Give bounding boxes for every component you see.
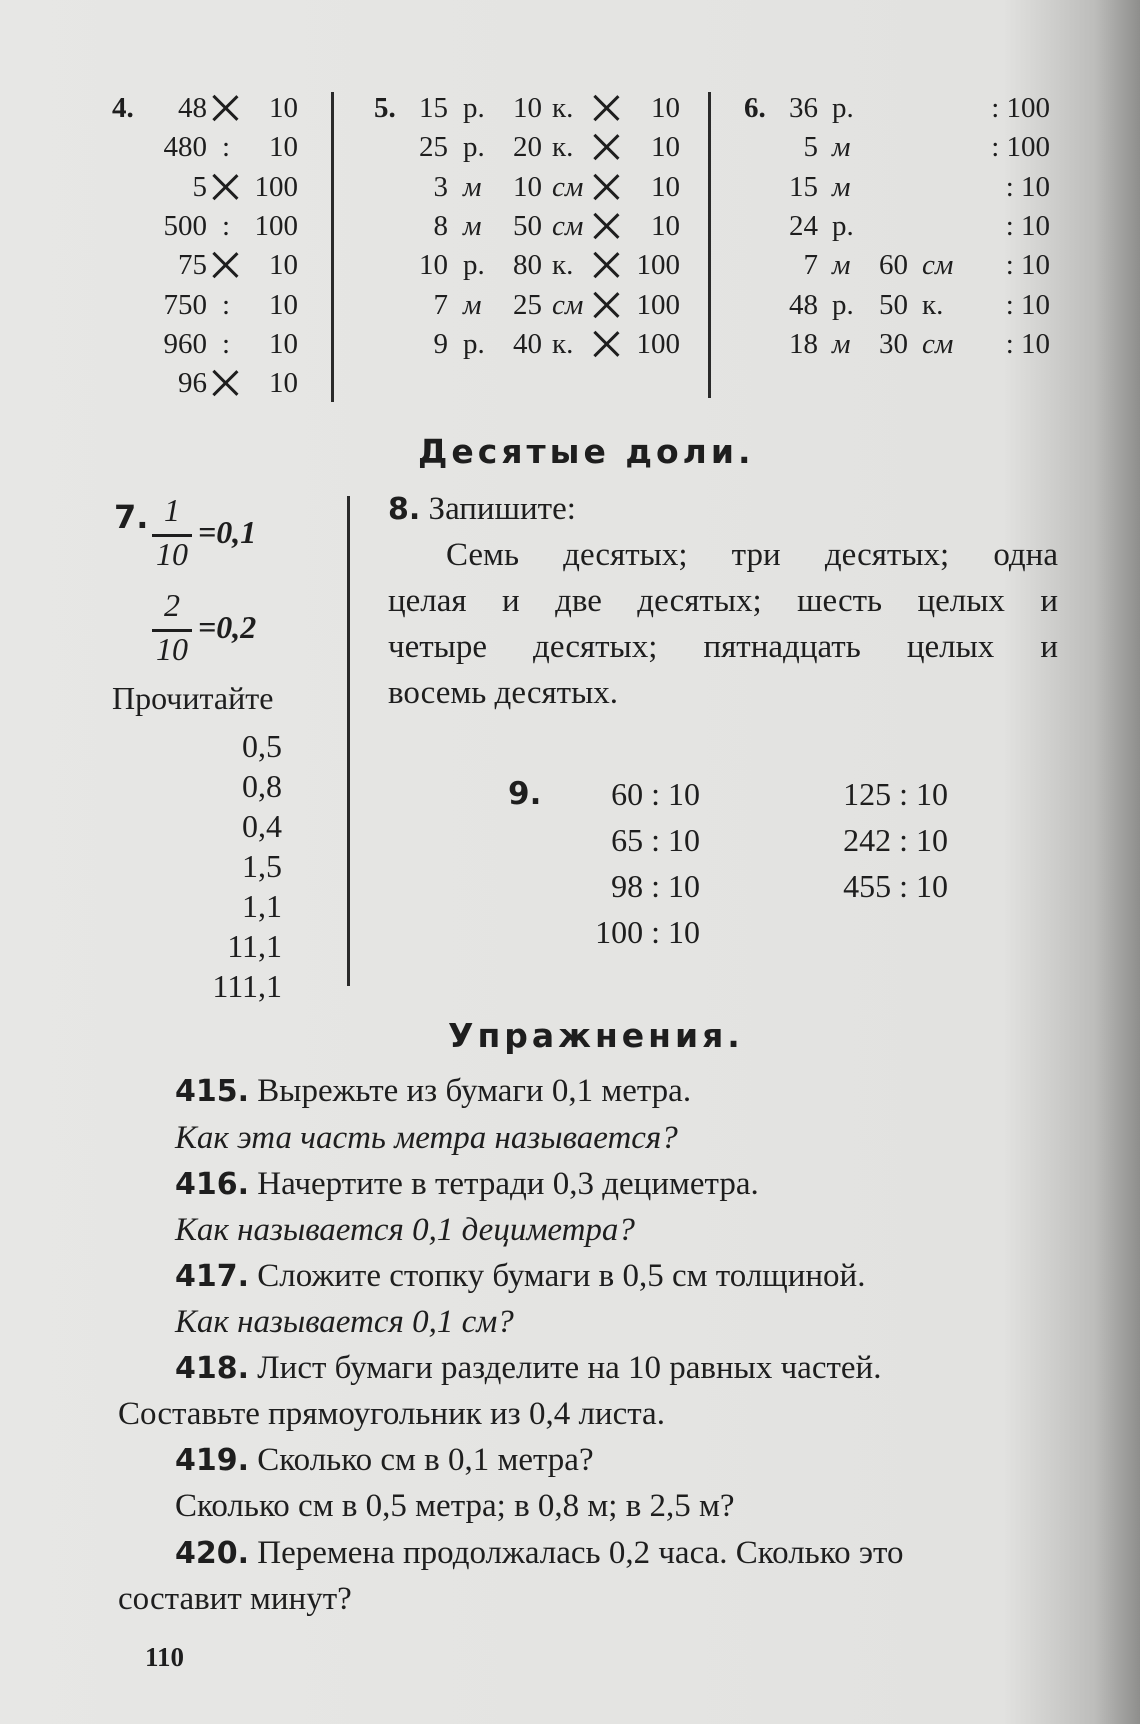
unit: к. — [552, 131, 574, 164]
exercise-line — [175, 1258, 865, 1295]
operand: 100 — [254, 209, 298, 242]
expression-row — [0, 92, 1100, 130]
expression-row — [0, 131, 1100, 169]
exercise-number: 416. — [175, 1167, 250, 1202]
value: 3 — [433, 170, 448, 203]
unit: к. — [552, 249, 574, 282]
exercise-number: 420. — [175, 1536, 250, 1571]
unit: см — [552, 209, 584, 242]
decimal-value: 0,5 — [242, 728, 282, 764]
unit: р. — [463, 327, 485, 360]
operand: 10 — [269, 92, 298, 124]
operand: 10 — [269, 327, 298, 360]
unit: м — [832, 170, 851, 203]
value: 40 — [513, 327, 542, 360]
expression-row — [0, 210, 1100, 248]
decimal-value: 1,5 — [242, 848, 282, 884]
unit: р. — [463, 249, 485, 282]
unit: м — [832, 327, 851, 360]
exercise-continuation: Составьте прямоугольник из 0,4 листа. — [118, 1396, 665, 1432]
exercise-line — [175, 1350, 881, 1387]
exercise-8-header — [388, 491, 576, 528]
operand: 480 — [163, 131, 207, 164]
exercise-number: 4. — [112, 92, 134, 124]
expression-row — [0, 367, 330, 405]
multiply-sign-icon — [211, 368, 239, 396]
exercise-continuation: составит минут? — [118, 1581, 352, 1617]
value: 9 — [433, 327, 448, 360]
divisor: : 10 — [1005, 209, 1050, 242]
value: 48 — [789, 288, 818, 321]
operator: : — [222, 288, 231, 321]
division-expression: 455 : 10 — [843, 868, 948, 904]
division-expression: 100 : 10 — [595, 914, 700, 950]
value: 30 — [879, 327, 908, 360]
value: 25 — [513, 288, 542, 321]
value: 25 — [419, 131, 448, 164]
value: 50 — [513, 209, 542, 242]
division-expression: 65 : 10 — [611, 822, 700, 858]
unit: р. — [832, 209, 854, 242]
text-line: четыре десятых; пятнадцать целых и — [388, 629, 1058, 665]
section-heading: Десятые доли. — [418, 432, 755, 471]
exercise-text: Сколько см в 0,1 метра? — [257, 1442, 594, 1478]
operator: : — [222, 131, 231, 164]
numerator: 1 — [164, 492, 180, 528]
operand: 10 — [269, 367, 298, 400]
unit: м — [463, 170, 482, 203]
operand: 5 — [192, 170, 207, 203]
exercise-number: 419. — [175, 1443, 250, 1478]
exercise-number: 8. — [388, 492, 421, 527]
operand: 100 — [636, 327, 680, 360]
numerator: 2 — [164, 587, 180, 623]
value: 15 — [419, 92, 448, 124]
exercise-text — [388, 532, 1058, 716]
operand: 10 — [269, 249, 298, 282]
operand: 100 — [636, 288, 680, 321]
operand: 750 — [163, 288, 207, 321]
operator: : — [222, 327, 231, 360]
exercise-text: Сложите стопку бумаги в 0,5 см толщиной. — [257, 1258, 866, 1294]
decimal-value: 1,1 — [242, 888, 282, 924]
divisor: : 10 — [1005, 249, 1050, 282]
operand: 10 — [269, 131, 298, 164]
text-line: Семь десятых; три десятых; одна — [446, 537, 1058, 573]
equals-value: =0,1 — [198, 514, 257, 550]
column-divider — [347, 496, 350, 986]
unit: см — [922, 327, 954, 360]
expression-row — [0, 171, 1100, 209]
exercise-text: Лист бумаги разделите на 10 равных частей. — [257, 1350, 882, 1386]
decimal-value: 0,4 — [242, 808, 282, 844]
unit: р. — [832, 92, 854, 124]
value: 20 — [513, 131, 542, 164]
exercise-number: 5. — [374, 92, 396, 124]
unit: р. — [463, 131, 485, 164]
operator — [211, 367, 239, 400]
operator: : — [222, 209, 231, 242]
operand: 48 — [178, 92, 207, 124]
exercise-number: 417. — [175, 1259, 250, 1294]
exercise-line — [175, 1073, 691, 1110]
divisor: : 100 — [991, 92, 1050, 124]
value: 18 — [789, 327, 818, 360]
value: 80 — [513, 249, 542, 282]
operand: 10 — [269, 288, 298, 321]
unit: см — [552, 288, 584, 321]
exercise-number: 415. — [175, 1074, 250, 1109]
division-expression: 242 : 10 — [843, 822, 948, 858]
equals-value: =0,2 — [198, 609, 257, 645]
unit: к. — [922, 288, 944, 321]
unit: м — [832, 131, 851, 164]
value: 36 — [789, 92, 818, 124]
unit: м — [463, 288, 482, 321]
exercise-question: Как называется 0,1 дециметра? — [175, 1212, 635, 1248]
exercise-line — [175, 1535, 903, 1572]
value: 10 — [419, 249, 448, 282]
exercise-number: 7. — [114, 498, 149, 536]
value: 60 — [879, 249, 908, 282]
exercise-text: Перемена продолжалась 0,2 часа. Сколько это — [257, 1535, 904, 1571]
unit: м — [463, 209, 482, 242]
operand: 75 — [178, 249, 207, 282]
exercise-number: 418. — [175, 1351, 250, 1386]
exercise-number: 9. — [508, 776, 542, 812]
operand: 96 — [178, 367, 207, 400]
value: 10 — [513, 92, 542, 124]
operand: 100 — [254, 170, 298, 203]
operand: 10 — [651, 170, 680, 203]
divisor: : 10 — [1005, 170, 1050, 203]
unit: см — [552, 170, 584, 203]
operand: 500 — [163, 209, 207, 242]
decimal-value: 111,1 — [212, 968, 282, 1004]
exercise-question: Как называется 0,1 см? — [175, 1304, 514, 1340]
value: 24 — [789, 209, 818, 242]
operand: 960 — [163, 327, 207, 360]
exercise-title: Запишите: — [428, 491, 576, 527]
section-heading: Упражнения. — [448, 1016, 744, 1055]
unit: р. — [463, 92, 485, 124]
division-expression: 125 : 10 — [843, 776, 948, 812]
exercise-continuation: Сколько см в 0,5 метра; в 0,8 м; в 2,5 м? — [175, 1488, 735, 1524]
operand: 10 — [651, 131, 680, 164]
exercise-text: Начертите в тетради 0,3 дециметра. — [257, 1166, 759, 1202]
value: 15 — [789, 170, 818, 203]
value: 50 — [879, 288, 908, 321]
divisor: : 100 — [991, 131, 1050, 164]
exercise-line — [175, 1442, 594, 1479]
divisor: : 10 — [1005, 327, 1050, 360]
division-expression: 98 : 10 — [611, 868, 700, 904]
unit: м — [832, 249, 851, 282]
expression-row — [0, 328, 1100, 366]
exercise-number: 6. — [744, 92, 766, 124]
operand: 100 — [636, 249, 680, 282]
unit: р. — [832, 288, 854, 321]
value: 7 — [803, 249, 818, 282]
expression-row — [0, 249, 1100, 287]
exercise-line — [175, 1166, 759, 1203]
expression-row — [0, 289, 1100, 327]
denominator: 10 — [156, 631, 188, 667]
value: 8 — [433, 209, 448, 242]
decimal-value: 0,8 — [242, 768, 282, 804]
denominator: 10 — [156, 536, 188, 572]
operand: 10 — [651, 209, 680, 242]
unit: к. — [552, 327, 574, 360]
divisor: : 10 — [1005, 288, 1050, 321]
exercise-question: Как эта часть метра называется? — [175, 1120, 678, 1156]
decimal-value: 11,1 — [227, 928, 282, 964]
unit: см — [922, 249, 954, 282]
value: 5 — [803, 131, 818, 164]
prompt-read: Прочитайте — [112, 680, 274, 716]
page-number: 110 — [145, 1642, 185, 1672]
division-expression: 60 : 10 — [611, 776, 700, 812]
text-line: восемь десятых. — [388, 675, 618, 711]
value: 10 — [513, 170, 542, 203]
text-line: целая и две десятых; шесть целых и — [388, 583, 1058, 619]
unit: к. — [552, 92, 574, 124]
exercise-text: Вырежьте из бумаги 0,1 метра. — [257, 1073, 692, 1109]
operand: 10 — [651, 92, 680, 124]
value: 7 — [433, 288, 448, 321]
